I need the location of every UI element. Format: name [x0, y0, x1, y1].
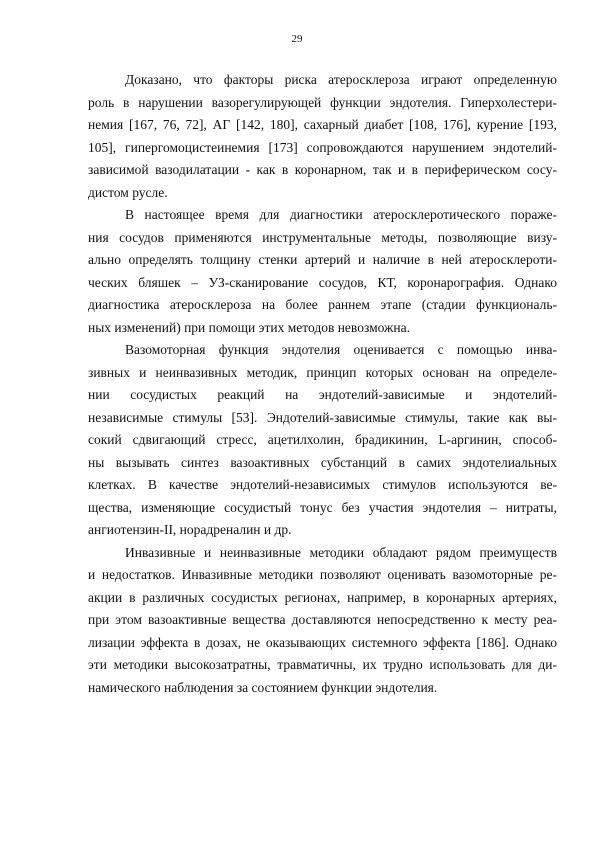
text-line: и недостатков. Инвазивные методики позволяют оценивать вазомоторные ре- — [88, 567, 557, 582]
text-line: ных изменений) при помощи этих методов невозможна. — [88, 319, 410, 335]
text-line: при этом вазоактивные вещества доставляются непосредственно к месту реа- — [88, 612, 557, 627]
text-line: ны вызывать синтез вазоактивных субстанций в самих эндотелиальных — [88, 454, 557, 470]
text-line: ния сосудов применяются инструментальные методы, позволяющие визу- — [88, 229, 557, 245]
text-line: дистом русле. — [88, 184, 168, 200]
paragraph — [88, 542, 557, 700]
text-line: независимые стимулы [53]. Эндотелий-зависимые стимулы, такие как вы- — [88, 409, 557, 425]
text-line: клетках. В качестве эндотелий-независимых стимулов используются ве- — [88, 477, 557, 492]
text-line: Вазомоторная функция эндотелия оценивается с помощью инва- — [125, 342, 557, 357]
paragraph — [88, 339, 557, 542]
text-line: нии сосудистых реакций на эндотелий-зависимые и эндотелий- — [88, 387, 557, 402]
text-line: лизации эффекта в дозах, не оказывающих системного эффекта [186]. Однако — [88, 634, 557, 650]
text-line: намического наблюдения за состоянием функции эндотелия. — [88, 679, 438, 695]
text-line: зивных и неинвазивных методик, принцип которых основан на определе- — [88, 364, 557, 380]
text-line: ческих бляшек – УЗ-сканирование сосудов, КТ, коронарография. Однако — [88, 274, 557, 290]
page-number: 29 — [291, 33, 303, 45]
text-line: акции в различных сосудистых регионах, например, в коронарных артериях, — [88, 589, 557, 605]
text-line: Доказано, что факторы риска атеросклероза играют определенную — [125, 72, 557, 87]
body-text — [88, 69, 557, 699]
paragraph — [88, 204, 557, 339]
text-line: немия [167, 76, 72], АГ [142, 180], сахарный диабет [108, 176], курение [193, — [88, 117, 557, 132]
text-line: 105], гипергомоцистеинемия [173] сопровождаются нарушением эндотелий- — [88, 139, 557, 155]
text-line: ангиотензин-II, норадреналин и др. — [88, 522, 292, 537]
text-line: зависимой вазодилатации - как в коронарном, так и в периферическом сосу- — [88, 162, 557, 177]
text-line: эти методики высокозатратны, травматичны, их трудно использовать для ди- — [88, 657, 557, 672]
text-line: диагностика атеросклероза на более раннем этапе (стадии функциональ- — [88, 297, 557, 312]
text-line: В настоящее время для диагностики атеросклеротического пораже- — [125, 207, 557, 222]
text-line: сокий сдвигающий стресс, ацетилхолин, брадикинин, L-аргинин, способ- — [88, 432, 557, 447]
text-line: ально определять толщину стенки артерий и наличие в ней атеросклероти- — [88, 252, 557, 267]
text-line: щества, изменяющие сосудистый тонус без участия эндотелия – нитраты, — [88, 499, 557, 515]
text-line: роль в нарушении вазорегулирующей функции эндотелия. Гиперхолестери- — [88, 94, 557, 110]
text-line: Инвазивные и неинвазивные методики обладают рядом преимуществ — [125, 544, 557, 560]
paragraph — [88, 69, 557, 204]
